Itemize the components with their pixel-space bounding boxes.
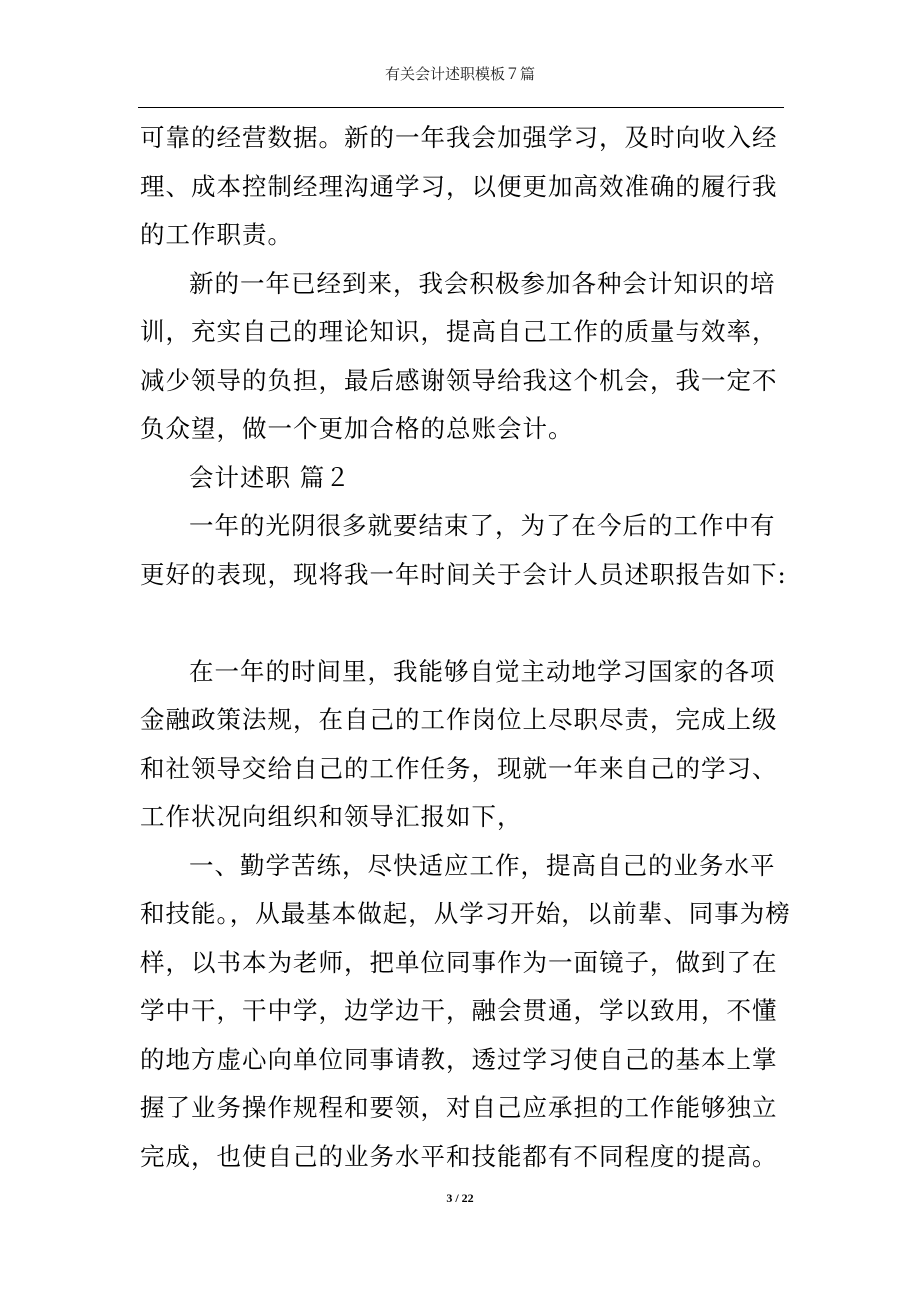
page-number: 3 / 22	[446, 1191, 474, 1205]
body-line: 金融政策法规，在自己的工作岗位上尽职尽责，完成上级	[140, 705, 778, 734]
body-line: 工作状况向组织和领导汇报如下，	[140, 802, 523, 831]
document-body	[140, 114, 791, 1181]
body-line: 减少领导的负担，最后感谢领导给我这个机会，我一定不	[140, 365, 778, 395]
page-header-title: 有关会计述职模板７篇	[384, 65, 535, 83]
body-line: 握了业务操作规程和要领，对自己应承担的工作能够独立	[140, 1093, 778, 1122]
header-divider	[138, 107, 784, 108]
body-line: 学中干，干中学，边学边干，融会贯通，学以致用，不懂	[140, 996, 778, 1025]
body-line: 完成，也使自己的业务水平和技能都有不同程度的提高。	[140, 1141, 778, 1171]
body-line: 样，以书本为老师，把单位同事作为一面镜子，做到了在	[140, 947, 778, 977]
body-line: 的地方虚心向单位同事请教，透过学习使自己的基本上掌	[140, 1044, 778, 1074]
body-line: 负众望，做一个更加合格的总账会计。	[140, 414, 574, 443]
body-line: 一、勤学苦练，尽快适应工作，提高自己的业务水平	[189, 850, 776, 880]
body-line: 和社领导交给自己的工作任务，现就一年来自己的学习、	[140, 753, 778, 783]
body-line: 训，充实自己的理论知识，提高自己工作的质量与效率，	[140, 317, 778, 346]
body-line: 新的一年已经到来，我会积极参加各种会计知识的培	[189, 268, 776, 298]
body-line: 可靠的经营数据。新的一年我会加强学习，及时向收入经	[140, 123, 778, 152]
body-line: 的工作职责。	[140, 220, 293, 249]
section-heading: 会计述职 篇２	[189, 462, 351, 492]
body-line: 理、成本控制经理沟通学习，以便更加高效准确的履行我	[140, 171, 778, 201]
body-line: 一年的光阴很多就要结束了，为了在今后的工作中有	[189, 511, 776, 540]
body-line: 和技能。，从最基本做起，从学习开始，以前辈、同事为榜	[140, 899, 791, 928]
paragraph-gap	[140, 599, 780, 648]
body-line: 在一年的时间里，我能够自觉主动地学习国家的各项	[189, 656, 776, 686]
body-line: 更好的表现，现将我一年时间关于会计人员述职报告如下:	[140, 559, 787, 589]
